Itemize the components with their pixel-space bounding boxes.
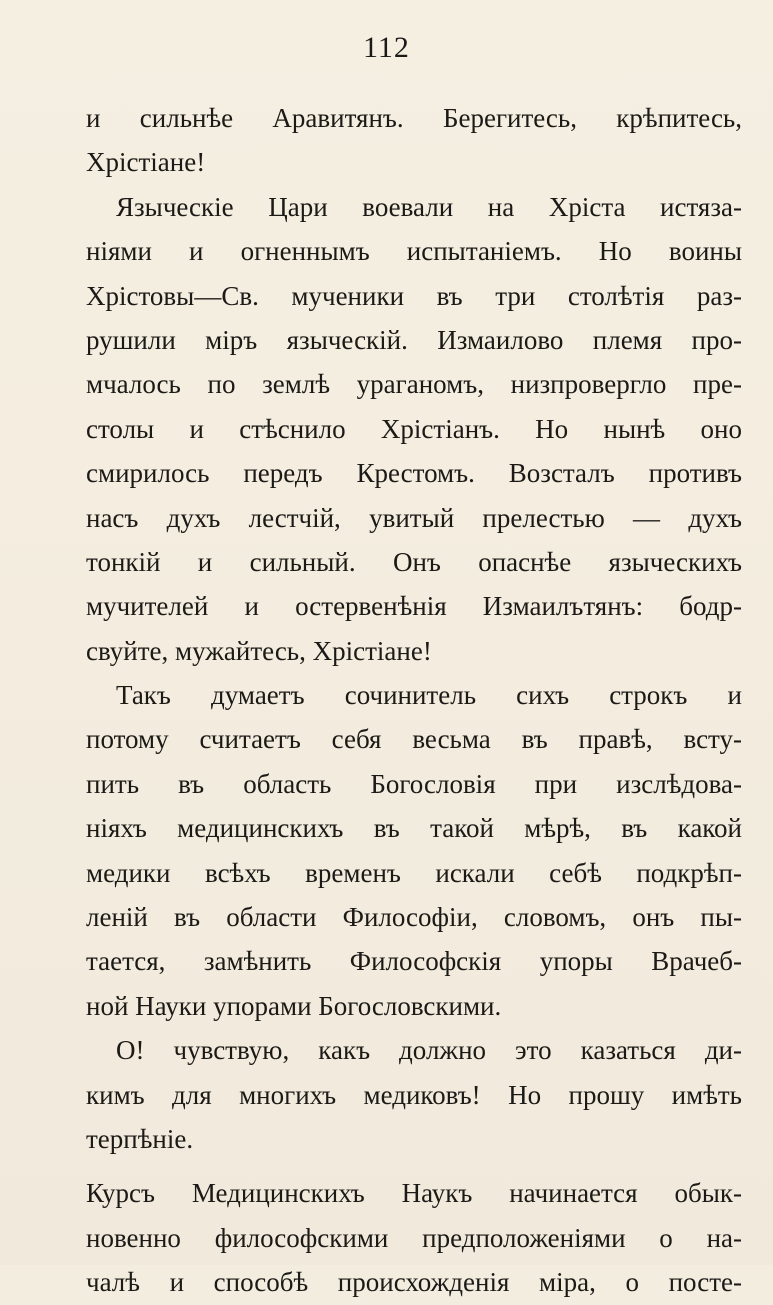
text-line: тается, замѣнить Философскія упоры Врачеб- <box>86 946 742 977</box>
text-line: кимъ для многихъ медиковъ! Но прошу имѣть <box>86 1079 742 1110</box>
text-line: Хрістовы—Св. мученики въ три столѣтія раз- <box>86 280 742 311</box>
body-text <box>86 96 742 1305</box>
text-line: терпѣніе. <box>86 1123 194 1154</box>
text-line: мучителей и остервенѣнія Измаилътянъ: бодр- <box>86 591 742 622</box>
text-line: ніяхъ медицинскихъ въ такой мѣрѣ, въ какой <box>86 813 742 844</box>
text-line: чалѣ и способѣ происхожденія міра, о посте- <box>86 1267 742 1298</box>
text-line: Хрістіане! <box>86 147 206 178</box>
text-line: медики всѣхъ временъ искали себѣ подкрѣп- <box>86 857 742 888</box>
text-line: мчалось по землѣ ураганомъ, низпровергло пре- <box>86 369 742 400</box>
text-line: и сильнѣе Аравитянъ. Берегитесь, крѣпитесь, <box>86 103 742 133</box>
text-line: насъ духъ лестчій, увитый прелестью — духъ <box>86 502 742 533</box>
text-line: смирилось передъ Крестомъ. Возсталъ противъ <box>86 458 742 489</box>
text-line: столы и стѣснило Хрістіанъ. Но нынѣ оно <box>86 413 742 444</box>
text-line: ніями и огненнымъ испытаніемъ. Но воины <box>86 236 742 267</box>
text-line: потому считаетъ себя весьма въ правѣ, всту- <box>86 724 742 755</box>
paragraph-gap <box>86 1161 742 1171</box>
text-line: О! чувствую, какъ должно это казаться ди- <box>116 1035 742 1066</box>
text-line: Такъ думаетъ сочинитель сихъ строкъ и <box>116 680 742 711</box>
text-line: свуйте, мужайтесь, Хрістіане! <box>86 635 432 666</box>
text-line: новенно философскими предположеніями о на- <box>86 1222 742 1253</box>
text-line: тонкій и сильный. Онъ опаснѣе языческихъ <box>86 546 742 577</box>
text-line: пить въ область Богословія при изслѣдова- <box>86 768 742 799</box>
text-line: Курсъ Медицинскихъ Наукъ начинается обык- <box>86 1178 742 1209</box>
text-line: ной Науки упорами Богословскими. <box>86 990 502 1021</box>
page-number: 112 <box>363 31 410 64</box>
text-line: Языческіе Цари воевали на Хріста истяза- <box>116 191 742 222</box>
text-line: рушили міръ языческій. Измаилово племя про- <box>86 324 742 355</box>
text-line: леній въ области Философіи, словомъ, онъ пы- <box>86 902 742 933</box>
